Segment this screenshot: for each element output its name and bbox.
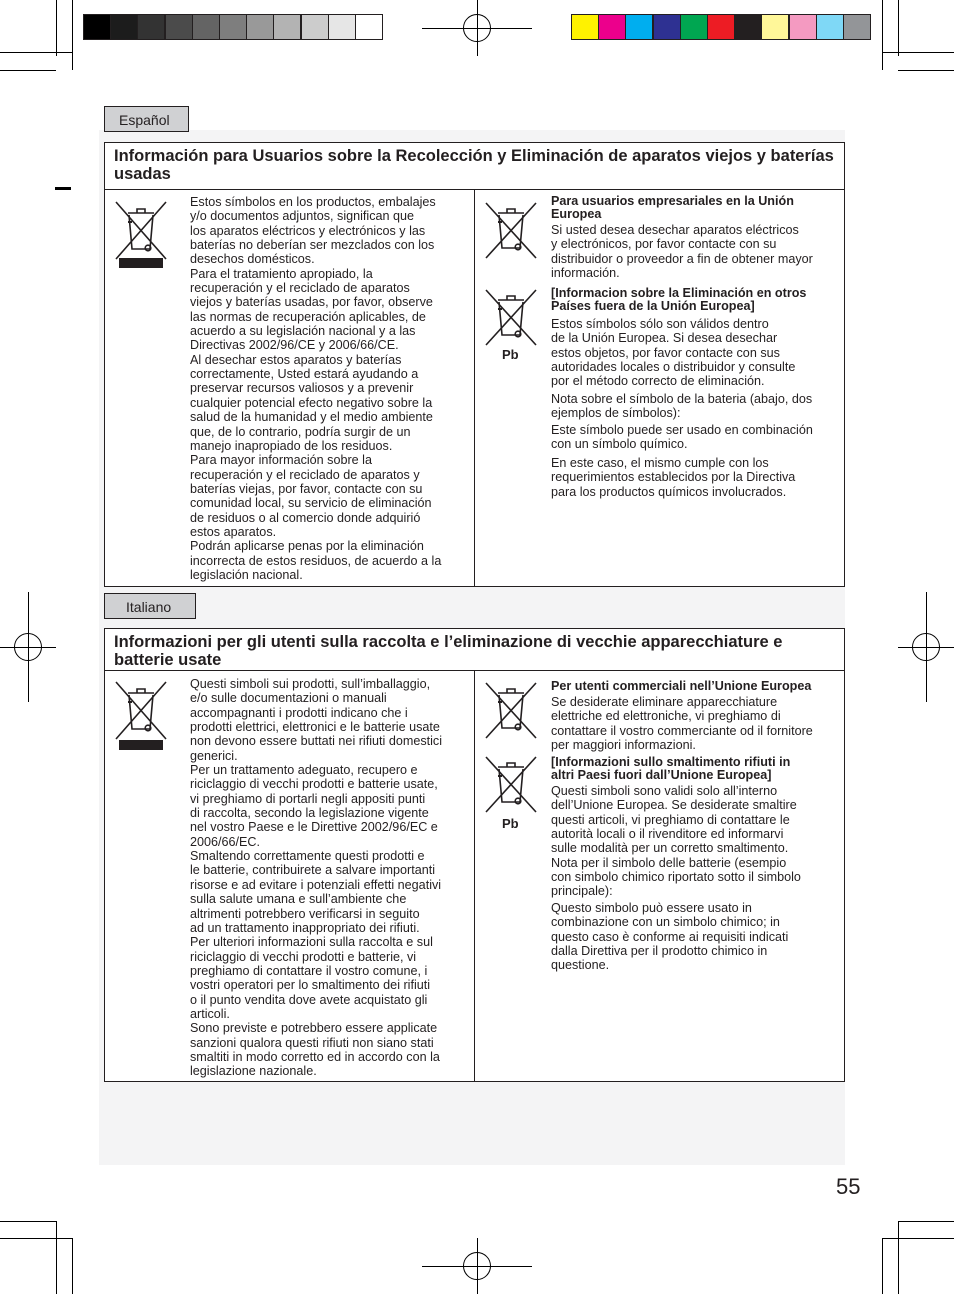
spanish-directive-text: En este caso, el mismo cumple con los requerimientos establecidos por la Directiva para los productos químicos involucrados. [551, 456, 796, 499]
color-swatch [653, 14, 681, 40]
language-tab-spanish: Español [104, 106, 189, 132]
gray-swatch [83, 14, 111, 40]
color-swatch [571, 14, 599, 40]
italian-business-heading: Per utenti commerciali nell’Unione Europea [551, 679, 812, 693]
gray-swatch [192, 14, 220, 40]
italian-info-box [104, 628, 845, 1082]
color-swatch [843, 14, 871, 40]
crossed-bin-battery-icon [483, 288, 539, 348]
gray-swatch [246, 14, 274, 40]
italian-business-text: Se desiderate eliminare apparecchiature elettriche ed elettroniche, vi preghiamo di contattare il vostro commerciante od il fornitore per maggiori informazioni. [551, 695, 813, 753]
crossed-bin-battery-icon [483, 755, 539, 815]
crossed-bin-icon [483, 201, 539, 261]
gray-swatch [165, 14, 193, 40]
column-divider [474, 670, 475, 1081]
lead-chemical-symbol: Pb [502, 816, 519, 831]
lead-chemical-symbol: Pb [502, 347, 519, 362]
gray-swatch [328, 14, 356, 40]
gray-swatch [301, 14, 329, 40]
color-swatch [625, 14, 653, 40]
spanish-title: Información para Usuarios sobre la Recolección y Eliminación de aparatos viejos y baterías usadas [105, 143, 844, 190]
spanish-business-text: Si usted desea desechar aparatos eléctricos y electrónicos, por favor contacte con su distribuidor o proveedor a fin de obtener mayor información. [551, 223, 813, 281]
language-tab-italian: Italiano [104, 593, 196, 619]
gray-swatch [137, 14, 165, 40]
color-swatch [707, 14, 735, 40]
spanish-main-text: Estos símbolos en los productos, embalajes y/o documentos adjuntos, significan que los aparatos eléctricos y electrónicos y las baterías no deberían ser mezclados con los desechos domésticos. Para el tratamiento apropiado, la recuperación y el reciclado de aparatos viejos y baterías usadas, por favor, observe las normas de recuperación aplicables, de acuerdo a su legislación nacional y a las Directivas 2002/96/CE y 2006/66/CE. Al desechar estos aparatos y baterías correctamente, Usted estará ayudando a preservar recursos valiosos y a prevenir cualquier potencial efecto negativo sobre la salud de la humanidad y el medio ambiente que, de lo contrario, podría surgir de un manejo inapropiado de los residuos. Para mayor información sobre la recuperación y el reciclado de aparatos y baterías viejas, por favor, contacte con su comunidad local, su servicio de eliminación de residuos o al comercio donde adquirió estos aparatos. Podrán aplicarse penas por la eliminación incorrecta de estos residuos, de acuerdo a la legislación nacional. [190, 195, 442, 582]
italian-title: Informazioni per gli utenti sulla raccolta e l’eliminazione di vecchie apparecchiature e batterie usate [105, 629, 844, 671]
spanish-outside-eu-text: Estos símbolos sólo son válidos dentro de la Unión Europea. Si desea desechar estos objetos, por favor contacte con sus autoridades locales o distribuidor y consulte por el método correcto de eliminación. [551, 317, 796, 389]
solid-bar-mark [119, 740, 163, 750]
color-swatch [680, 14, 708, 40]
crossed-bin-icon [113, 679, 169, 749]
gray-swatch [355, 14, 383, 40]
spanish-outside-eu-heading: [Informacion sobre la Eliminación en otros Países fuera de la Unión Europea] [551, 286, 807, 313]
gray-swatch [110, 14, 138, 40]
column-divider [474, 189, 475, 586]
color-swatch [598, 14, 626, 40]
gray-swatch [273, 14, 301, 40]
spanish-battery-note: Nota sobre el símbolo de la bateria (abajo, dos ejemplos de símbolos): [551, 392, 813, 421]
italian-outside-eu-text: Questi simboli sono validi solo all’interno dell’Unione Europea. Se desiderate smaltire questi articoli, vi preghiamo di contattare le autorità locali o il rivenditore ed informarvi sulle modalità per un corretto smaltimento. Nota per il simbolo delle batterie (esempio con simbolo chimico riportato sotto il simbolo principale): [551, 784, 801, 899]
page-number: 55 [836, 1174, 861, 1199]
italian-main-text: Questi simboli sui prodotti, sull’imballaggio, e/o sulle documentazioni o manuali accompagnanti i prodotti indicano che i prodotti elettrici, elettronici e le batterie usate non devono essere buttati nei rifiuti domestici generici. Per un trattamento adeguato, recupero e riciclaggio di vecchi prodotti e batterie usate, vi preghiamo di portarli negli appositi punti di raccolta, secondo la legislazione vigente nel vostro Paese e le Direttive 2002/96/EC e 2006/66/EC. Smaltendo correttamente questi prodotti e le batterie, contribuirete a salvare importanti risorse e ad evitare i potenziali effetti negativi sulla salute umana e sull’ambiente che altrimenti potrebbero verificarsi in seguito ad un trattamento inappropriato dei rifiuti. Per ulteriori informazioni sulla raccolta e sul riciclaggio di vecchi prodotti e batterie, vi preghiamo di contattare il vostro comune, i vostri operatori per lo smaltimento dei rifiuti o il punto vendita dove avete acquistato gli articoli. Sono previste e potrebbero essere applicate sanzioni qualora questi rifiuti non siano stati smaltiti in modo corretto ed in accordo con la legislazione nazionale. [190, 677, 443, 1079]
color-swatch [761, 14, 789, 40]
color-swatch [734, 14, 762, 40]
solid-bar-mark [119, 258, 163, 268]
crossed-bin-icon [483, 681, 539, 741]
color-swatch [789, 14, 817, 40]
italian-chemical-text: Questo simbolo può essere usato in combinazione con un simbolo chimico; in questo caso è conforme ai requisiti indicati dalla Direttiva per il prodotto chimico in questione. [551, 901, 789, 973]
color-swatch [816, 14, 844, 40]
italian-outside-eu-heading: [Informazioni sullo smaltimento rifiuti in altri Paesi fuori dall’Unione Europea] [551, 755, 791, 782]
gray-swatch [219, 14, 247, 40]
spanish-chemical-text: Este símbolo puede ser usado en combinación con un símbolo químico. [551, 423, 813, 452]
spanish-business-heading: Para usuarios empresariales en la Unión Europea [551, 194, 794, 221]
spanish-info-box [104, 142, 845, 587]
